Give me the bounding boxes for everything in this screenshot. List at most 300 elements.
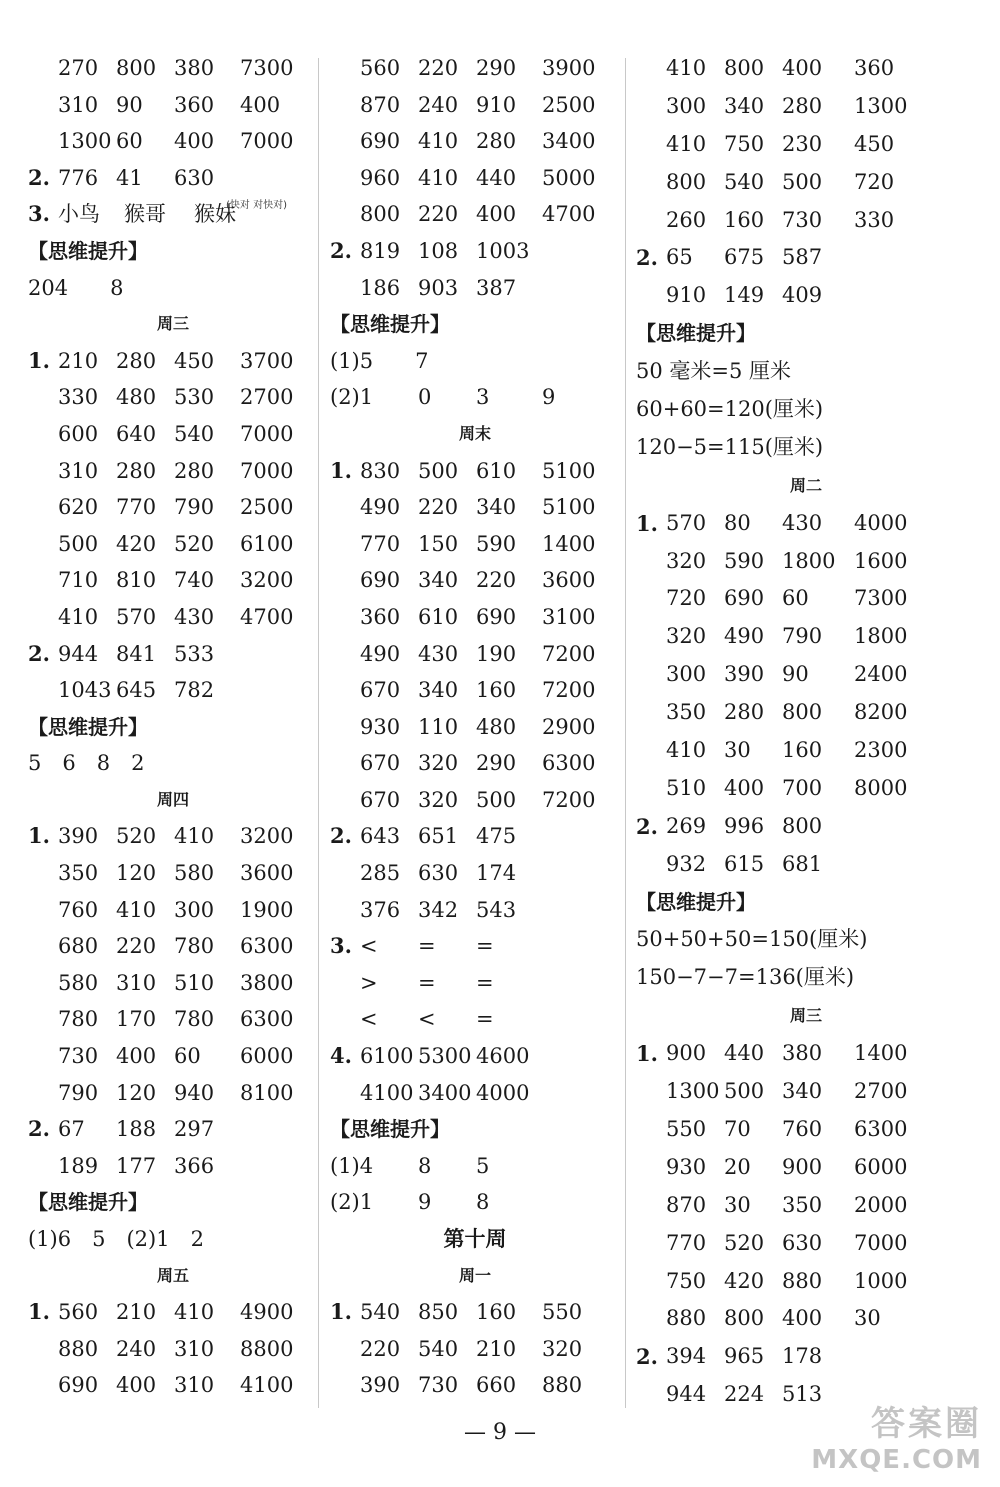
- answer-value: 450: [174, 348, 215, 373]
- answer-row: [28, 196, 318, 233]
- answer-value: 290: [476, 56, 517, 80]
- answer-value: 240: [116, 1336, 157, 1361]
- answer-value: 645: [116, 678, 157, 703]
- section-heading: 【思维提升】: [28, 714, 148, 739]
- answer-value: 1043: [58, 678, 112, 703]
- answer-value: 1003: [476, 238, 530, 263]
- answer-value: <: [418, 1007, 436, 1032]
- answer-value: 360: [854, 56, 895, 80]
- answer-value: 3100: [542, 604, 596, 629]
- answer-value: 270: [58, 56, 99, 80]
- answer-row: [330, 233, 620, 270]
- answer-value: 750: [724, 131, 765, 156]
- answer-value: 小鸟: [58, 202, 100, 227]
- answer-value: 310: [174, 1336, 215, 1361]
- answer-value: 30: [724, 1192, 751, 1217]
- answer-value: 8800: [240, 1336, 294, 1361]
- day-heading: 周四: [156, 789, 189, 809]
- answer-value: 4700: [240, 604, 294, 629]
- answer-row: [636, 618, 976, 656]
- answer-value: 108: [418, 238, 459, 263]
- answer-value: 310: [116, 970, 157, 995]
- answer-value: 410: [666, 56, 707, 80]
- answer-value: 8100: [240, 1080, 294, 1105]
- section-heading: 【思维提升】: [28, 1190, 148, 1215]
- answer-value: 5300: [418, 1044, 472, 1069]
- answer-value: 7200: [542, 678, 596, 703]
- question-number: 1.: [330, 457, 352, 483]
- answer-row: [330, 892, 620, 929]
- answer-value: 5: [476, 1153, 490, 1178]
- answer-value: 600: [58, 421, 99, 446]
- answer-value: 160: [476, 678, 517, 703]
- answer-value: 944: [666, 1382, 707, 1407]
- answer-row: [636, 1263, 976, 1301]
- question-number: 4.: [330, 1043, 352, 1069]
- answer-value: 220: [360, 1336, 401, 1361]
- answer-value: =: [418, 970, 436, 995]
- answer-value: 400: [116, 1373, 157, 1398]
- answer-value: 7200: [542, 641, 596, 666]
- answer-value: 65: [666, 245, 693, 270]
- answer-value: 6300: [240, 1007, 294, 1032]
- answer-row: [636, 202, 976, 240]
- answer-value: 60: [116, 129, 143, 154]
- question-number: 2.: [636, 245, 658, 271]
- answer-value: 560: [58, 1300, 99, 1325]
- answer-line: (1)6 5 (2)1 2: [28, 1227, 204, 1251]
- answer-value: 3400: [542, 129, 596, 154]
- answer-value: 2400: [854, 662, 908, 687]
- section-heading: 【思维提升】: [636, 321, 756, 346]
- answer-row: [636, 1225, 976, 1263]
- answer-value: 0: [418, 385, 432, 410]
- question-number: 3.: [28, 201, 50, 227]
- answer-value: 400: [116, 1044, 157, 1069]
- answer-row: [636, 126, 976, 164]
- answer-value: 903: [418, 275, 459, 300]
- answer-value: 500: [724, 1079, 765, 1104]
- answer-value: 2300: [854, 738, 908, 763]
- answer-value: 376: [360, 897, 401, 922]
- answer-row: [28, 87, 318, 124]
- answer-value: 690: [724, 586, 765, 611]
- answer-value: 830: [360, 458, 401, 483]
- answer-value: 520: [116, 824, 157, 849]
- answer-value: 330: [854, 207, 895, 232]
- answer-value: 6100: [240, 531, 294, 556]
- answer-value: 5100: [542, 458, 596, 483]
- answer-value: 280: [724, 700, 765, 725]
- answer-value: 530: [174, 385, 215, 410]
- answer-row: [330, 1038, 620, 1075]
- answer-value: 360: [360, 604, 401, 629]
- answer-value: 880: [58, 1336, 99, 1361]
- answer-row: [28, 818, 318, 855]
- answer-value: 730: [58, 1044, 99, 1069]
- answer-value: 690: [360, 129, 401, 154]
- answer-value: 500: [58, 531, 99, 556]
- answer-row: [330, 1184, 620, 1221]
- answer-value: <: [360, 934, 378, 959]
- answer-value: 3: [476, 385, 490, 410]
- answer-value: 720: [854, 169, 895, 194]
- answer-value: 3400: [418, 1080, 472, 1105]
- answer-row: [636, 770, 976, 808]
- question-number: 2.: [330, 237, 352, 263]
- answer-value: 5100: [542, 495, 596, 520]
- answer-value: 490: [360, 495, 401, 520]
- answer-value: 1400: [854, 1041, 908, 1066]
- answer-value: 819: [360, 238, 401, 263]
- answer-row: [636, 580, 976, 618]
- answer-value: 1300: [666, 1079, 720, 1104]
- answer-value: 475: [476, 824, 517, 849]
- answer-value: 310: [174, 1373, 215, 1398]
- answer-value: 800: [724, 56, 765, 80]
- question-number: 2.: [636, 813, 658, 839]
- question-number: 1.: [28, 347, 50, 373]
- answer-row: [28, 343, 318, 380]
- answer-row: [636, 50, 976, 88]
- question-number: 2.: [636, 1344, 658, 1370]
- answer-value: 7000: [240, 421, 294, 446]
- answer-line: 60+60=120(厘米): [636, 397, 824, 422]
- answer-value: 540: [360, 1300, 401, 1325]
- answer-value: 280: [116, 458, 157, 483]
- answer-value: 409: [782, 283, 823, 308]
- answer-row: [636, 1035, 976, 1073]
- answer-value: 9: [542, 385, 556, 410]
- answer-value: 220: [476, 568, 517, 593]
- answer-value: 730: [418, 1373, 459, 1398]
- answer-value: 3200: [240, 824, 294, 849]
- answer-value: 770: [116, 495, 157, 520]
- answer-row: [28, 379, 318, 416]
- answer-value: 390: [724, 662, 765, 687]
- answer-value: 760: [782, 1116, 823, 1141]
- day-heading: 周五: [156, 1265, 189, 1285]
- answer-row: [330, 489, 620, 526]
- answer-row: [28, 1294, 318, 1331]
- answer-value: 4700: [542, 202, 596, 227]
- answer-value: 366: [174, 1153, 215, 1178]
- answer-value: 4100: [240, 1373, 294, 1398]
- answer-value: 220: [418, 56, 459, 80]
- answer-value: 513: [782, 1382, 823, 1407]
- answer-value: 410: [174, 1300, 215, 1325]
- answer-row: [330, 782, 620, 819]
- answer-row: [28, 855, 318, 892]
- answer-value: 342: [418, 897, 459, 922]
- answer-value: 280: [782, 93, 823, 118]
- answer-value: 4100: [360, 1080, 414, 1105]
- answer-value: 930: [666, 1154, 707, 1179]
- answer-value: 850: [418, 1300, 459, 1325]
- answer-row: [28, 1038, 318, 1075]
- answer-value: 149: [724, 283, 765, 308]
- answer-value: 110: [418, 714, 459, 739]
- answer-value: 340: [418, 568, 459, 593]
- answer-row: [330, 855, 620, 892]
- page-number: — 9 —: [464, 1420, 536, 1445]
- answer-value: 30: [724, 738, 751, 763]
- answer-value: 210: [476, 1336, 517, 1361]
- answer-row: [636, 164, 976, 202]
- answer-row: [330, 526, 620, 563]
- answer-row: [28, 1075, 318, 1112]
- answer-value: 410: [116, 897, 157, 922]
- answer-row: [28, 453, 318, 490]
- answer-value: 350: [782, 1192, 823, 1217]
- answer-value: 3700: [240, 348, 294, 373]
- answer-row: [636, 277, 976, 315]
- answer-value: 587: [782, 245, 823, 270]
- answer-value: 390: [58, 824, 99, 849]
- answer-row: [330, 636, 620, 673]
- answer-value: 841: [116, 641, 157, 666]
- column-divider: [318, 58, 319, 1408]
- answer-value: 41: [116, 165, 143, 190]
- answer-value: 680: [58, 934, 99, 959]
- question-number: 2.: [28, 164, 50, 190]
- answer-value: 776: [58, 165, 99, 190]
- answer-value: 猴哥: [124, 202, 166, 227]
- answer-row: [28, 672, 318, 709]
- question-number: 2.: [330, 823, 352, 849]
- answer-value: 670: [360, 787, 401, 812]
- answer-value: 410: [418, 165, 459, 190]
- answer-row: [28, 1111, 318, 1148]
- answer-value: 280: [116, 348, 157, 373]
- answer-row: [636, 808, 976, 846]
- answer-value: 90: [116, 92, 143, 117]
- answer-value: 7000: [240, 458, 294, 483]
- answer-value: 3200: [240, 568, 294, 593]
- answer-row: [636, 656, 976, 694]
- answer-row: [330, 50, 620, 87]
- answer-value: 4000: [476, 1080, 530, 1105]
- answer-row: [330, 928, 620, 965]
- answer-value: 730: [782, 207, 823, 232]
- answer-value: 430: [782, 510, 823, 535]
- answer-value: 870: [666, 1192, 707, 1217]
- answer-row: [636, 732, 976, 770]
- answer-value: 681: [782, 851, 823, 876]
- answer-row: [636, 88, 976, 126]
- answer-value: 540: [418, 1336, 459, 1361]
- answer-value: 60: [782, 586, 809, 611]
- question-number: 1.: [636, 1041, 658, 1067]
- answer-row: [28, 1148, 318, 1185]
- day-heading: 周二: [789, 475, 822, 495]
- answer-row: [636, 1149, 976, 1187]
- answer-value: 350: [58, 861, 99, 886]
- answer-value: 285: [360, 861, 401, 886]
- answer-value: 380: [782, 1041, 823, 1066]
- answer-row: [330, 196, 620, 233]
- answer-value: 30: [854, 1306, 881, 1331]
- answer-value: 189: [58, 1153, 99, 1178]
- answer-value: 320: [418, 751, 459, 776]
- answer-value: 880: [666, 1306, 707, 1331]
- answer-value: 610: [476, 458, 517, 483]
- answer-value: 360: [174, 92, 215, 117]
- answer-value: 300: [666, 662, 707, 687]
- section-heading: 【思维提升】: [636, 889, 756, 914]
- answer-row: [28, 599, 318, 636]
- answer-row: [28, 1001, 318, 1038]
- answer-value: 210: [116, 1300, 157, 1325]
- answer-value: 170: [116, 1007, 157, 1032]
- answer-value: 510: [666, 775, 707, 800]
- answer-value: 400: [476, 202, 517, 227]
- question-number: 1.: [330, 1299, 352, 1325]
- answer-row: [330, 123, 620, 160]
- answer-value: 760: [58, 897, 99, 922]
- answer-value: 543: [476, 897, 517, 922]
- answer-value: 230: [782, 131, 823, 156]
- answer-value: >: [360, 970, 378, 995]
- answer-value: 400: [724, 775, 765, 800]
- answer-value: 260: [666, 207, 707, 232]
- answer-value: 6300: [854, 1116, 908, 1141]
- answer-value: 410: [58, 604, 99, 629]
- answer-row: [28, 526, 318, 563]
- day-heading: 周三: [789, 1006, 822, 1026]
- answer-row: [330, 709, 620, 746]
- answer-value: 580: [58, 970, 99, 995]
- answer-column-3: [636, 50, 976, 1414]
- answer-value: 2500: [240, 495, 294, 520]
- answer-value: 1300: [58, 129, 112, 154]
- answer-row: [330, 1148, 620, 1185]
- answer-value: 880: [782, 1268, 823, 1293]
- answer-value: 340: [476, 495, 517, 520]
- answer-value: 290: [476, 751, 517, 776]
- answer-value: 310: [58, 458, 99, 483]
- answer-value: 394: [666, 1344, 707, 1369]
- answer-value: 2700: [854, 1079, 908, 1104]
- answer-value: <: [360, 1007, 378, 1032]
- week-heading: 第十周: [443, 1227, 507, 1251]
- answer-value: 490: [724, 624, 765, 649]
- answer-value: 615: [724, 851, 765, 876]
- answer-value: 310: [58, 92, 99, 117]
- answer-value: 590: [476, 531, 517, 556]
- answer-row: [28, 123, 318, 160]
- answer-row: [636, 543, 976, 581]
- answer-value: 9: [418, 1190, 432, 1215]
- answer-value: 60: [174, 1044, 201, 1069]
- answer-row: [330, 1331, 620, 1368]
- answer-row: [330, 1294, 620, 1331]
- answer-value: 300: [174, 897, 215, 922]
- answer-value: 770: [360, 531, 401, 556]
- answer-line: 120−5=115(厘米): [636, 434, 824, 459]
- answer-value: 6000: [854, 1154, 908, 1179]
- answer-row: [28, 1367, 318, 1404]
- answer-value: 996: [724, 813, 765, 838]
- answer-row: [330, 270, 620, 307]
- answer-value: 940: [174, 1080, 215, 1105]
- answer-value: 780: [174, 934, 215, 959]
- answer-row: [636, 1300, 976, 1338]
- answer-value: 4900: [240, 1300, 294, 1325]
- answer-value: 800: [724, 1306, 765, 1331]
- answer-value: 390: [360, 1373, 401, 1398]
- answer-value: 930: [360, 714, 401, 739]
- answer-value: 570: [116, 604, 157, 629]
- answer-value: 1600: [854, 548, 908, 573]
- answer-row: [330, 965, 620, 1002]
- answer-value: 800: [116, 56, 157, 80]
- answer-value: 120: [116, 1080, 157, 1105]
- answer-value: 340: [418, 678, 459, 703]
- answer-line: (1)5 7: [330, 348, 429, 373]
- answer-row: [28, 416, 318, 453]
- answer-value: 297: [174, 1117, 215, 1142]
- answer-value: 643: [360, 824, 401, 849]
- answer-value: 440: [724, 1041, 765, 1066]
- answer-row: [330, 818, 620, 855]
- answer-value: 965: [724, 1344, 765, 1369]
- answer-value: 160: [476, 1300, 517, 1325]
- answer-value: 870: [360, 92, 401, 117]
- answer-value: 550: [666, 1116, 707, 1141]
- answer-value: 7300: [854, 586, 908, 611]
- answer-value: 7300: [240, 56, 294, 80]
- answer-row: [636, 846, 976, 884]
- answer-row: [28, 965, 318, 1002]
- watermark: [811, 1396, 982, 1475]
- answer-row: [28, 489, 318, 526]
- answer-value: 580: [174, 861, 215, 886]
- answer-value: 6300: [542, 751, 596, 776]
- answer-row: [28, 636, 318, 673]
- answer-value: 630: [418, 861, 459, 886]
- answer-row: [330, 1075, 620, 1112]
- answer-row: [28, 50, 318, 87]
- answer-value: 420: [724, 1268, 765, 1293]
- answer-value: 630: [174, 165, 215, 190]
- answer-value: 960: [360, 165, 401, 190]
- answer-line: 5 6 8 2: [28, 751, 145, 776]
- answer-value: 780: [58, 1007, 99, 1032]
- day-heading: 周三: [156, 314, 189, 334]
- answer-value: 740: [174, 568, 215, 593]
- answer-row: [330, 672, 620, 709]
- answer-value: 690: [360, 568, 401, 593]
- answer-value: 1800: [854, 624, 908, 649]
- answer-row: [330, 745, 620, 782]
- answer-value: 500: [418, 458, 459, 483]
- answer-row: [28, 892, 318, 929]
- answer-value: 280: [476, 129, 517, 154]
- scribble-note: (快对 对快对): [226, 200, 287, 212]
- answer-value: 224: [724, 1382, 765, 1407]
- answer-value: 3900: [542, 56, 596, 80]
- answer-value: 1400: [542, 531, 596, 556]
- answer-row: [636, 694, 976, 732]
- answer-value: 690: [58, 1373, 99, 1398]
- answer-value: 670: [360, 678, 401, 703]
- answer-value: (1)4: [330, 1153, 374, 1178]
- answer-value: 220: [418, 202, 459, 227]
- question-number: 1.: [28, 823, 50, 849]
- answer-value: 510: [174, 970, 215, 995]
- answer-row: [330, 1367, 620, 1404]
